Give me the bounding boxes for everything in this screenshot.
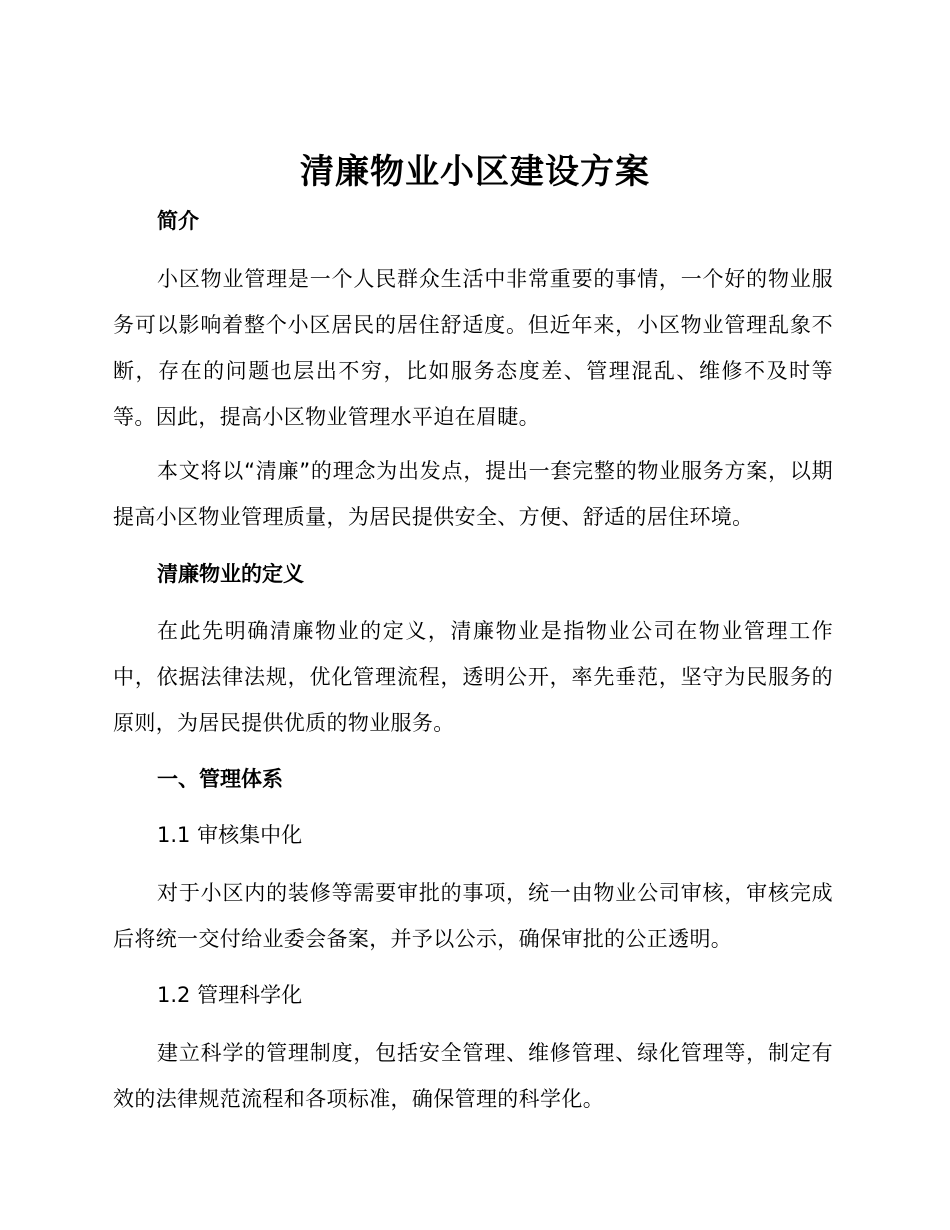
paragraph-intro-2: 本文将以“清廉”的理念为出发点，提出一套完整的物业服务方案，以期提高小区物业管理质量，为居民提供安全、方便、舒适的居住环境。 — [113, 459, 833, 529]
paragraph-intro-1: 小区物业管理是一个人民群众生活中非常重要的事情，一个好的物业服务可以影响着整个小区居民的居住舒适度。但近年来，小区物业管理乱象不断，存在的问题也层出不穷，比如服务态度差、管理混乱、维修不及时等等。因此，提高小区物业管理水平迫在眉睫。 — [113, 267, 833, 429]
paragraph-1-1: 对于小区内的装修等需要审批的事项，统一由物业公司审核，审核完成后将统一交付给业委会备案，并予以公示，确保审批的公正透明。 — [113, 881, 833, 951]
document-title: 清廉物业小区建设方案 — [300, 152, 650, 192]
paragraph-definition: 在此先明确清廉物业的定义，清廉物业是指物业公司在物业管理工作中，依据法律法规，优化管理流程，透明公开，率先垂范，坚守为民服务的原则，为居民提供优质的物业服务。 — [113, 619, 833, 735]
paragraph-1-2: 建立科学的管理制度，包括安全管理、维修管理、绿化管理等，制定有效的法律规范流程和各项标准，确保管理的科学化。 — [113, 1041, 833, 1111]
section-heading-intro: 简介 — [157, 209, 199, 233]
section-heading-definition: 清廉物业的定义 — [157, 562, 304, 586]
section-heading-management-system: 一、管理体系 — [157, 767, 283, 791]
subsection-heading-1-1: 1.1 审核集中化 — [157, 823, 303, 847]
subsection-heading-1-2: 1.2 管理科学化 — [157, 983, 303, 1007]
